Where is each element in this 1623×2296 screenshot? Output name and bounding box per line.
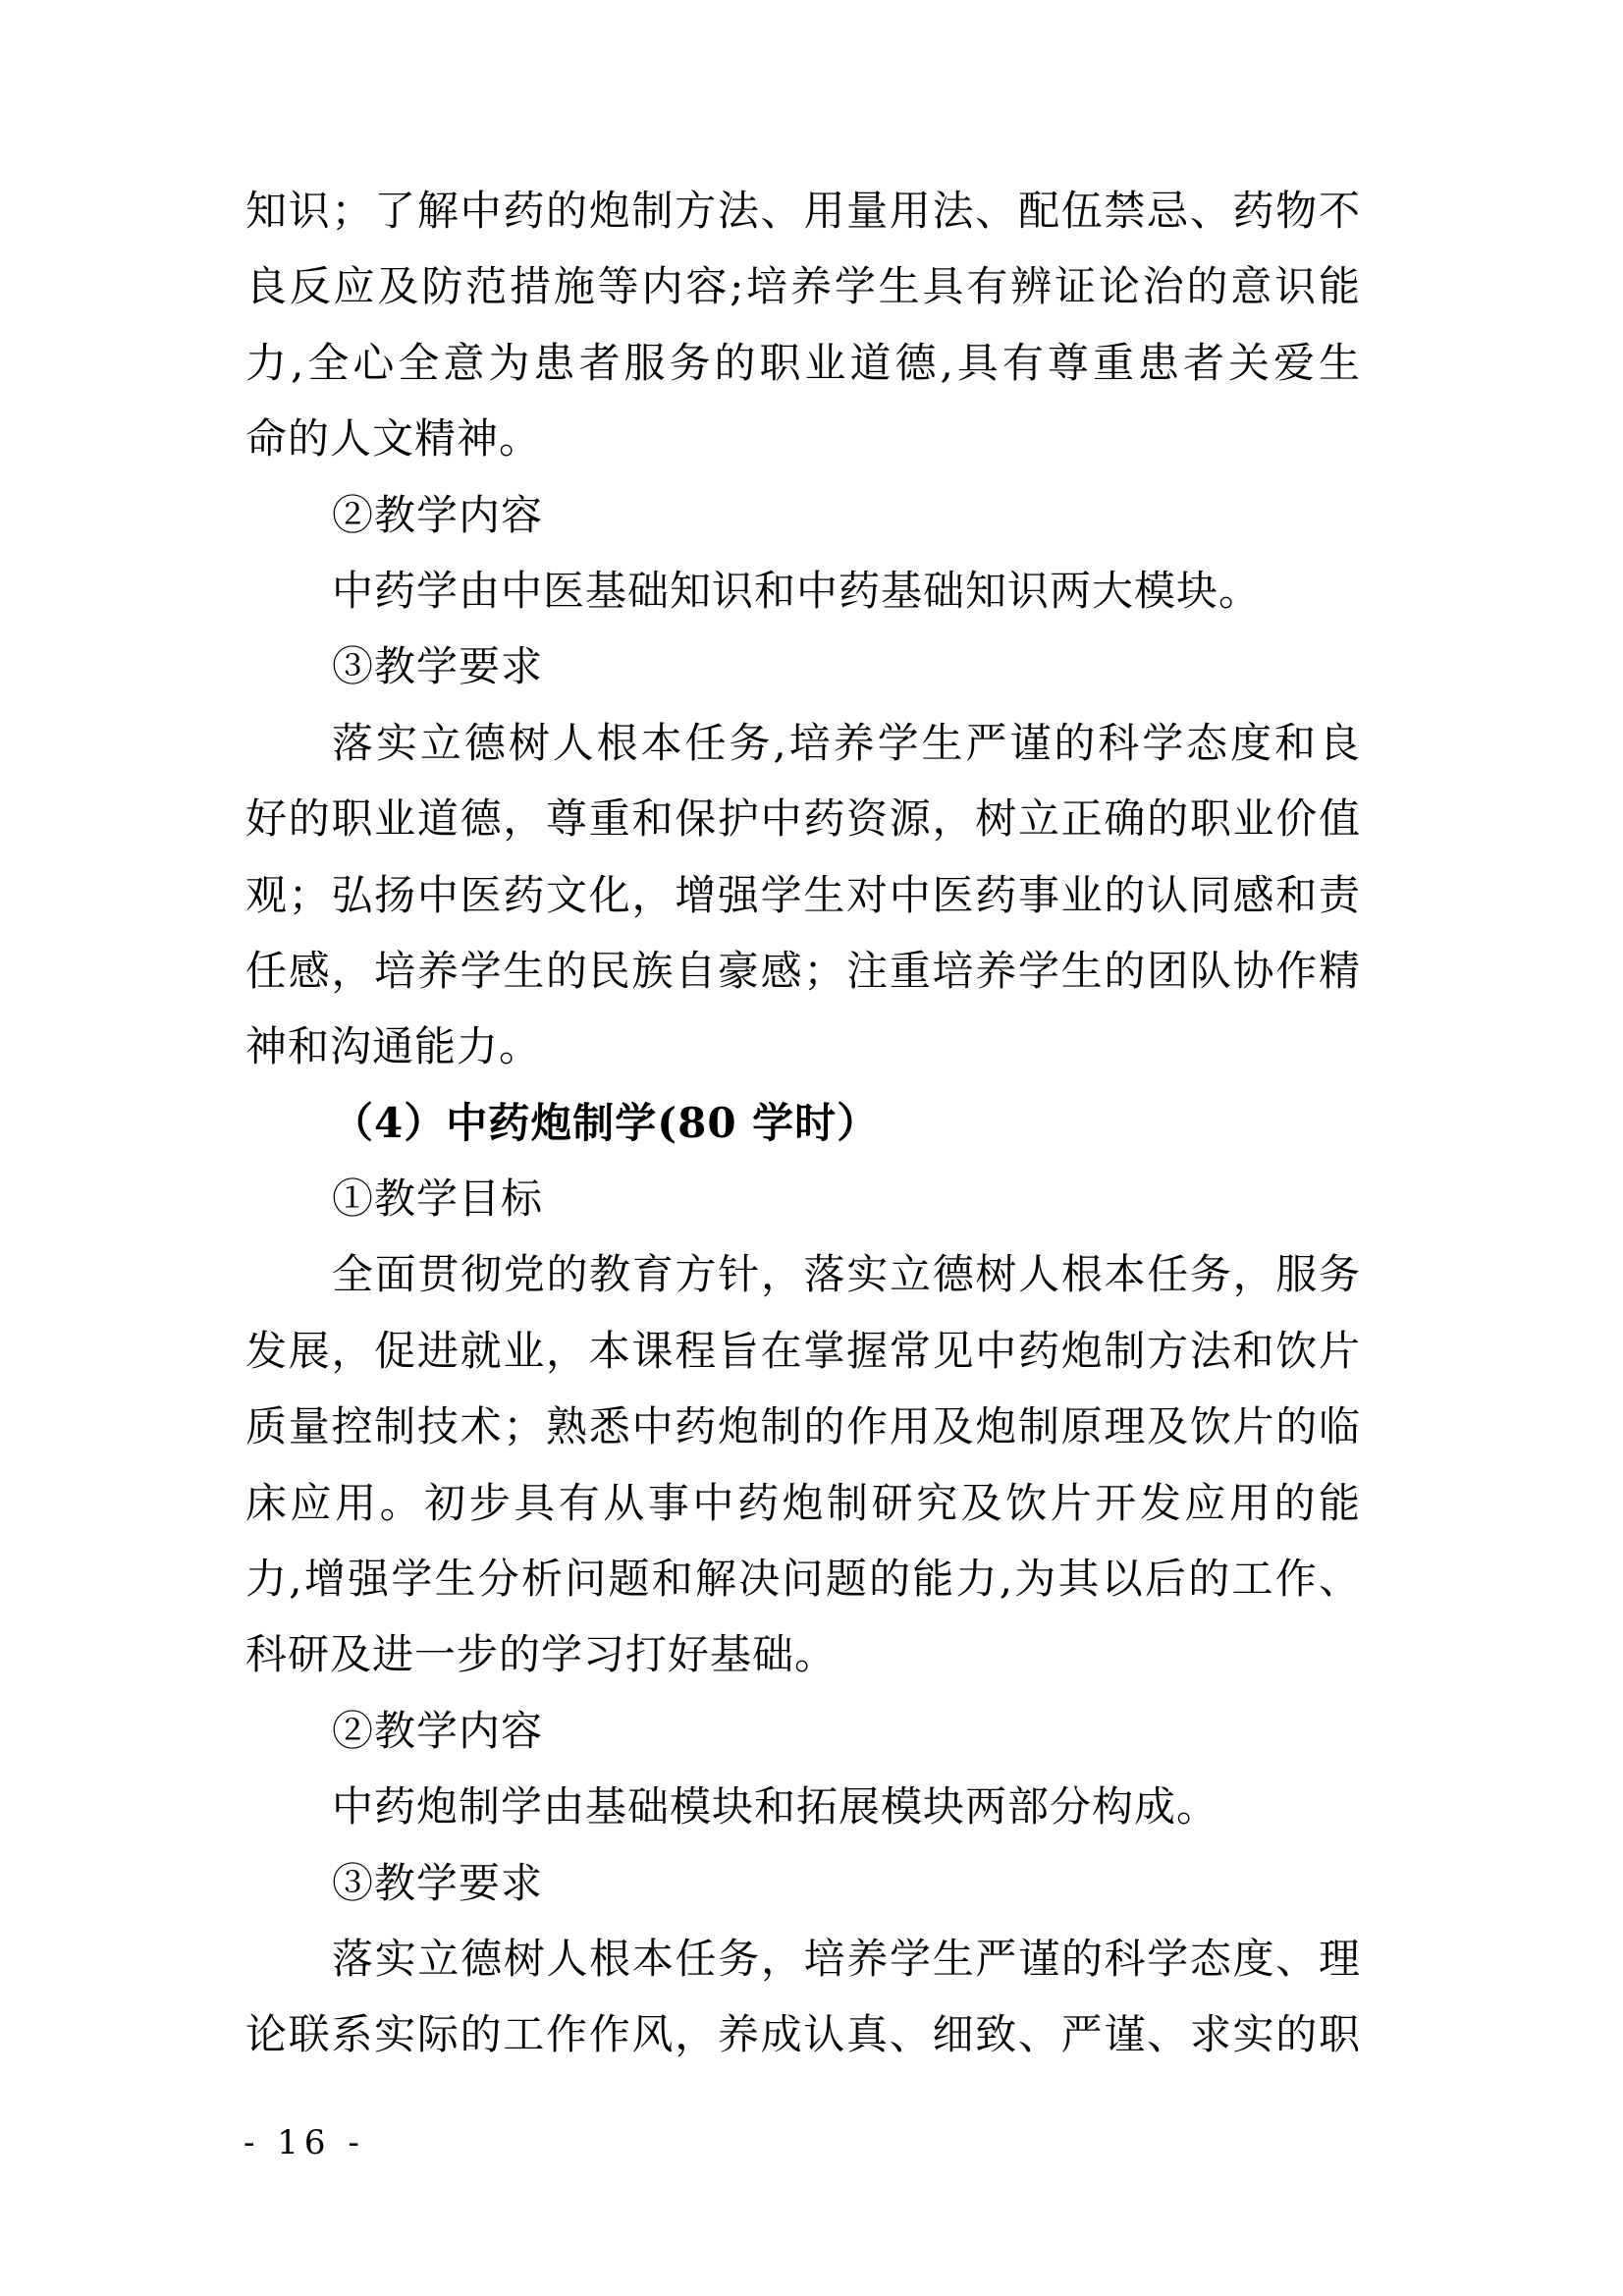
text-line: 床应用。初步具有从事中药炮制研究及饮片开发应用的能 [245, 1478, 1361, 1527]
text-line: 知识；了解中药的炮制方法、用量用法、配伍禁忌、药物不 [245, 187, 1361, 235]
text-line: 任感，培养学生的民族自豪感；注重培养学生的团队协作精 [245, 946, 1361, 995]
text-line: 落实立德树人根本任务,培养学生严谨的科学态度和良 [332, 718, 1361, 767]
text-line: 命的人文精神。 [245, 414, 542, 464]
section-heading-line: （4）中药炮制学(80 学时） [332, 1098, 880, 1147]
text-line: 观；弘扬中医药文化，增强学生对中医药事业的认同感和责 [245, 870, 1361, 919]
text-line: 论联系实际的工作作风，养成认真、细致、严谨、求实的职 [245, 2010, 1361, 2059]
text-line: 良反应及防范措施等内容;培养学生具有辨证论治的意识能 [245, 262, 1361, 311]
text-line: 质量控制技术；熟悉中药炮制的作用及炮制原理及饮片的临 [245, 1402, 1361, 1451]
text-line: 神和沟通能力。 [245, 1022, 542, 1071]
text-line: ①教学目标 [332, 1175, 544, 1224]
text-line: ②教学内容 [332, 1706, 544, 1755]
text-line: 好的职业道德，尊重和保护中药资源，树立正确的职业价值 [245, 794, 1361, 844]
text-line: 发展，促进就业，本课程旨在掌握常见中药炮制方法和饮片 [245, 1326, 1361, 1375]
text-line: 科研及进一步的学习打好基础。 [245, 1630, 838, 1679]
text-line: 全面贯彻党的教育方针，落实立德树人根本任务，服务 [332, 1250, 1361, 1299]
text-line: 中药炮制学由基础模块和拓展模块两部分构成。 [332, 1782, 1219, 1831]
text-line: ③教学要求 [332, 1858, 544, 1907]
text-line: ②教学内容 [332, 490, 544, 539]
text-line: 力,全心全意为患者服务的职业道德,具有尊重患者关爱生 [245, 338, 1361, 387]
page-number: - 16 - [243, 2123, 365, 2162]
body-text-block [245, 173, 1361, 2073]
text-line: ③教学要求 [332, 642, 544, 691]
text-line: 力,增强学生分析问题和解决问题的能力,为其以后的工作、 [245, 1555, 1361, 1604]
text-line: 中药学由中医基础知识和中药基础知识两大模块。 [332, 566, 1262, 615]
text-line: 落实立德树人根本任务，培养学生严谨的科学态度、理 [332, 1934, 1361, 1983]
